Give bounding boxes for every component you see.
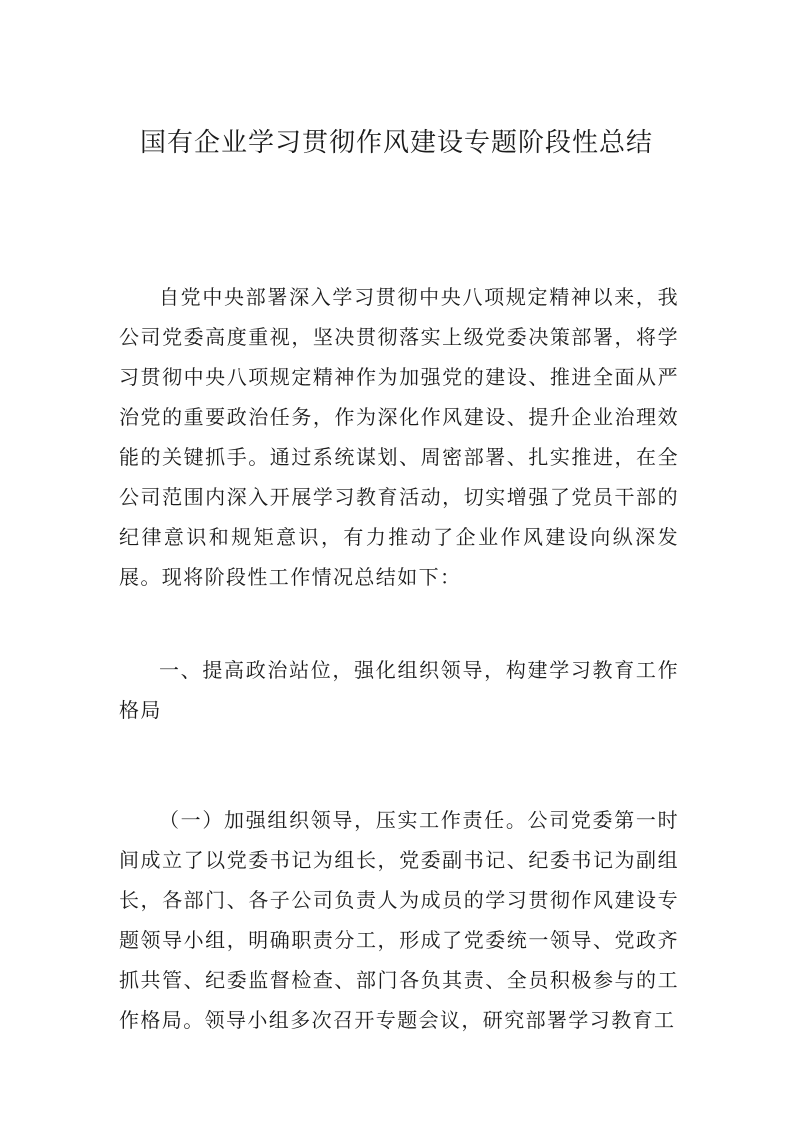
section-heading-one: 一、提高政治站位，强化组织领导，构建学习教育工作格局	[119, 658, 679, 722]
subsection-paragraph-one: （一）加强组织领导，压实工作责任。公司党委第一时间成立了以党委书记为组长，党委副书记、纪委书记为副组长，各部门、各子公司负责人为成员的学习贯彻作风建设专题领导小组，明确职责分工，形成了党委统一领导、党政齐抓共管、纪委监督检查、部门各负其责、全员积极参与的工作格局。领导小组多次召开专题会议，研究部署学习教育工	[119, 808, 679, 1032]
intro-paragraph: 自党中央部署深入学习贯彻中央八项规定精神以来，我公司党委高度重视，坚决贯彻落实上级党委决策部署，将学习贯彻中央八项规定精神作为加强党的建设、推进全面从严治党的重要政治任务，作为深化作风建设、提升企业治理效能的关键抓手。通过系统谋划、周密部署、扎实推进，在全公司范围内深入开展学习教育活动，切实增强了党员干部的纪律意识和规矩意识，有力推动了企业作风建设向纵深发展。现将阶段性工作情况总结如下：	[119, 285, 679, 589]
document-title: 国有企业学习贯彻作风建设专题阶段性总结	[139, 128, 653, 158]
